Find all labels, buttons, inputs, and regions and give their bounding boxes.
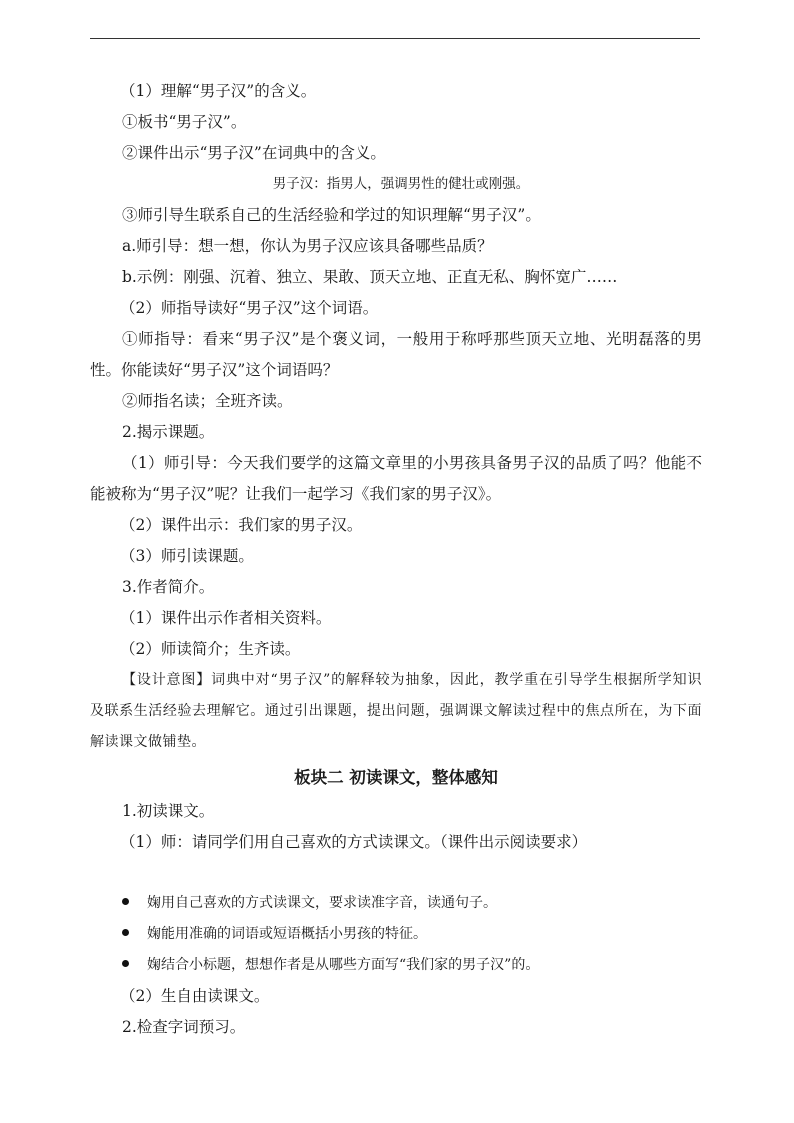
dictionary-definition: 男子汉：指男人，强调男性的健壮或刚强。 <box>272 176 530 192</box>
heading-vocabulary-check: 2.检查字词预习。 <box>122 1018 246 1036</box>
bullet-text: 婅用自己喜欢的方式读课文，要求读准字音，读通句子。 <box>147 895 497 911</box>
paragraph-reading: ②师指名读；全班齐读。 <box>122 392 293 410</box>
list-item <box>90 919 702 950</box>
paragraph-read-intro: （2）师读简介；生齐读。 <box>120 640 301 658</box>
bullet-icon <box>122 898 129 905</box>
bullet-text: 婅能用准确的词语或短语概括小男孩的特征。 <box>147 926 427 942</box>
paragraph-step-2: （2）师指导读好“男子汉”这个词语。 <box>120 299 379 317</box>
bullet-icon <box>122 960 129 967</box>
paragraph-examples: b.示例：刚强、沉着、独立、果敢、顶天立地、正直无私、胸怀宽广…… <box>122 268 618 286</box>
section-title: 板块二 初读课文，整体感知 <box>294 768 498 787</box>
list-item <box>90 888 702 919</box>
paragraph-guide-question: a.师引导：想一想，你认为男子汉应该具备哪些品质？ <box>122 237 493 255</box>
paragraph-teacher-instruction: ①师指导：看来“男子汉”是个褒义词，一般用于称呼那些顶天立地、光明磊落的男性。你能读好“男子汉”这个词语吗？ <box>90 330 702 379</box>
paragraph-reading-requirement: （1）师：请同学们用自己喜欢的方式读课文。（课件出示阅读要求） <box>120 833 588 851</box>
paragraph-author-material: （1）课件出示作者相关资料。 <box>120 609 332 627</box>
design-intent-note: 【设计意图】词典中对“男子汉”的解释较为抽象，因此，教学重在引导学生根据所学知识及联系生活经验去理解它。通过引出课题，提出问题，强调课文解读过程中的焦点所在，为下面解读课文做铺垫。 <box>90 672 702 750</box>
paragraph-free-reading: （2）生自由读课文。 <box>120 987 270 1005</box>
paragraph-read-title: （3）师引读课题。 <box>120 547 254 565</box>
paragraph-courseware-title: （2）课件出示：我们家的男子汉。 <box>120 516 363 534</box>
paragraph-step-1: （1）理解“男子汉”的含义。 <box>120 82 317 100</box>
bullet-text: 婅结合小标题，想想作者是从哪些方面写“我们家的男子汉”的。 <box>147 957 540 973</box>
heading-first-reading: 1.初读课文。 <box>122 802 215 820</box>
bullet-icon <box>122 929 129 936</box>
spacer <box>90 858 702 888</box>
heading-reveal-topic: 2.揭示课题。 <box>122 423 215 441</box>
list-item <box>90 950 702 981</box>
paragraph-teacher-lead: （1）师引导：今天我们要学的这篇文章里的小男孩具备男子汉的品质了吗？他能不能被称为“男子汉”呢？让我们一起学习《我们家的男子汉》。 <box>90 454 702 503</box>
document-body <box>90 76 702 1043</box>
paragraph-blackboard: ①板书“男子汉”。 <box>122 113 247 131</box>
paragraph-teacher-guide: ③师引导生联系自己的生活经验和学过的知识理解“男子汉”。 <box>122 206 541 224</box>
paragraph-courseware-definition: ②课件出示“男子汉”在词典中的含义。 <box>122 144 386 162</box>
header-rule <box>90 38 700 39</box>
heading-author-intro: 3.作者简介。 <box>122 578 215 596</box>
